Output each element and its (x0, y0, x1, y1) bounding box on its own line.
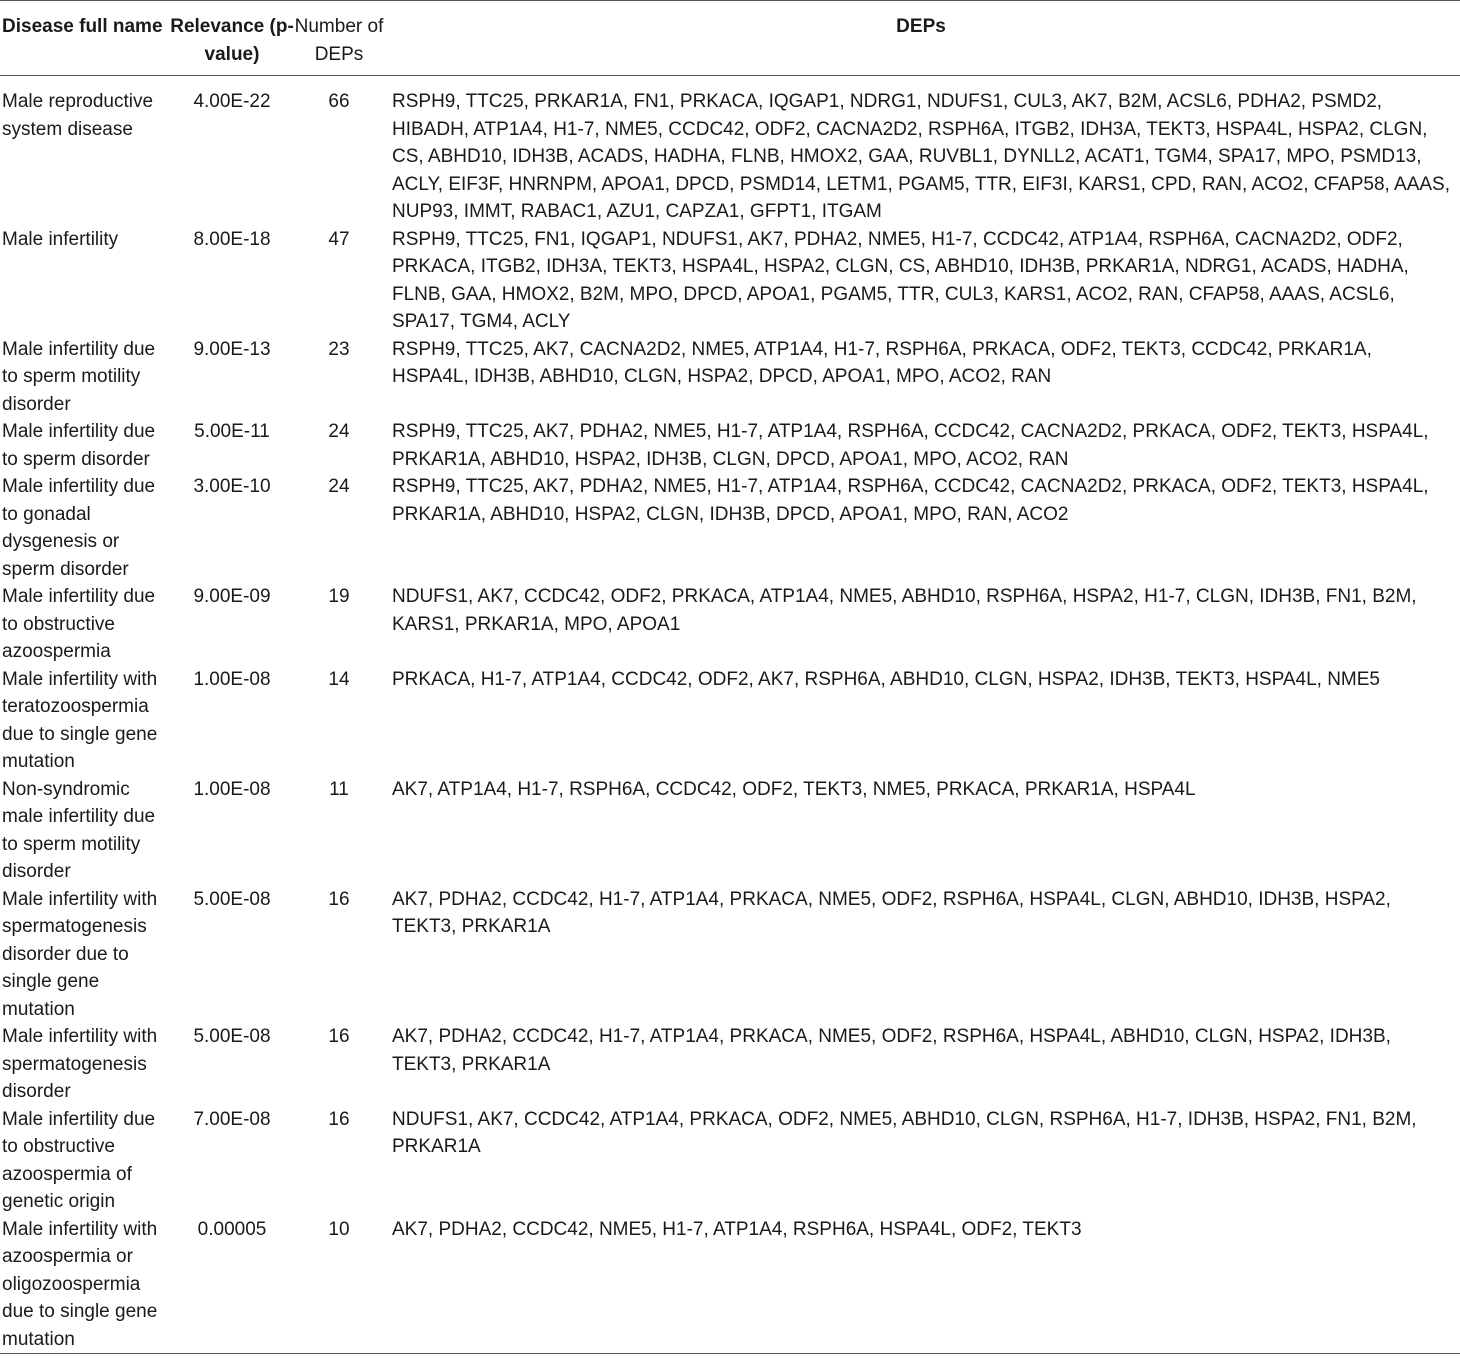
dep-list-cell: AK7, ATP1A4, H1-7, RSPH6A, CCDC42, ODF2, TEKT3, NME5, PRKACA, PRKAR1A, HSPA4L (392, 778, 1196, 800)
disease-name-cell: Male infertility due to sperm disorder (2, 421, 156, 470)
dep-count-cell: 16 (328, 888, 350, 910)
table-row (0, 776, 1460, 886)
dep-list-cell: RSPH9, TTC25, AK7, CACNA2D2, NME5, ATP1A4, H1-7, RSPH6A, PRKACA, ODF2, TEKT3, CCDC42, PRKAR1A, HSPA4L, IDH3B, ABHD10, CLGN, HSPA2, DPCD, APOA1, MPO, ACO2, RAN (392, 338, 1372, 387)
table-row (0, 1023, 1460, 1106)
table-row (0, 583, 1460, 666)
header-disease-full-name: Disease full name (2, 16, 163, 37)
table-row (0, 666, 1460, 776)
header-relevance: Relevance (p-value) (170, 16, 294, 65)
dep-count-cell: 16 (328, 1026, 350, 1047)
disease-name-cell: Male infertility with teratozoospermia due to single gene mutation (2, 668, 158, 772)
disease-name-cell: Male infertility due to gonadal dysgenesis or sperm disorder (2, 476, 156, 580)
p-value-cell: 8.00E-18 (193, 228, 271, 250)
p-value-cell: 9.00E-09 (193, 586, 271, 607)
table-row (0, 76, 1460, 226)
table-row (0, 886, 1460, 1024)
dep-list-cell: RSPH9, TTC25, AK7, PDHA2, NME5, H1-7, ATP1A4, RSPH6A, CCDC42, CACNA2D2, PRKACA, ODF2, TEKT3, HSPA4L, PRKAR1A, ABHD10, HSPA2, IDH3B, CLGN, DPCD, APOA1, MPO, ACO2, RAN (392, 421, 1429, 470)
table-row (0, 1216, 1460, 1354)
dep-count-cell: 16 (328, 1108, 350, 1130)
table-row (0, 418, 1460, 473)
p-value-cell: 5.00E-11 (194, 421, 270, 442)
disease-name-cell: Male infertility with spermatogenesis disorder (2, 1026, 158, 1102)
header-row (0, 1, 1460, 76)
disease-name-cell: Male infertility due to obstructive azoospermia of genetic origin (2, 1108, 156, 1212)
disease-name-cell: Male infertility (2, 228, 119, 250)
dep-count-cell: 11 (329, 778, 349, 800)
table-row (0, 473, 1460, 583)
p-value-cell: 4.00E-22 (193, 91, 271, 112)
dep-list-cell: RSPH9, TTC25, AK7, PDHA2, NME5, H1-7, ATP1A4, RSPH6A, CCDC42, CACNA2D2, PRKACA, ODF2, TEKT3, HSPA4L, PRKAR1A, ABHD10, HSPA2, CLGN, IDH3B, DPCD, APOA1, MPO, RAN, ACO2 (392, 476, 1429, 525)
dep-count-cell: 47 (328, 228, 350, 250)
dep-count-cell: 24 (328, 476, 350, 497)
dep-count-cell: 14 (328, 668, 350, 690)
dep-list-cell: RSPH9, TTC25, PRKAR1A, FN1, PRKACA, IQGAP1, NDRG1, NDUFS1, CUL3, AK7, B2M, ACSL6, PDHA2, PSMD2, HIBADH, ATP1A4, H1-7, NME5, CCDC42, ODF2, CACNA2D2, RSPH6A, ITGB2, IDH3A, TEKT3, HSPA4L, HSPA2, CLGN, CS, ABHD10, IDH3B, ACADS, HADHA, FLNB, HMOX2, GAA, RUVBL1, DYNLL2, ACAT1, TGM4, SPA17, MPO, PSMD13, ACLY, EIF3F, HNRNPM, APOA1, DPCD, PSMD14, LETM1, PGAM5, TTR, EIF3I, KARS1, CPD, RAN, ACO2, CFAP58, AAAS, NUP93, IMMT, RABAC1, AZU1, CAPZA1, GFPT1, ITGAM (392, 91, 1450, 222)
table-row (0, 336, 1460, 419)
dep-count-cell: 10 (328, 1218, 350, 1240)
p-value-cell: 1.00E-08 (193, 668, 271, 690)
disease-name-cell: Male infertility with azoospermia or oligozoospermia due to single gene mutation (2, 1218, 158, 1350)
p-value-cell: 3.00E-10 (193, 476, 271, 497)
dep-count-cell: 66 (328, 91, 350, 112)
dep-list-cell: RSPH9, TTC25, FN1, IQGAP1, NDUFS1, AK7, PDHA2, NME5, H1-7, CCDC42, ATP1A4, RSPH6A, CACNA2D2, ODF2, PRKACA, ITGB2, IDH3A, TEKT3, HSPA4L, HSPA2, CLGN, CS, ABHD10, IDH3B, PRKAR1A, NDRG1, ACADS, HADHA, FLNB, GAA, HMOX2, B2M, MPO, DPCD, APOA1, PGAM5, TTR, CUL3, KARS1, ACO2, RAN, CFAP58, AAAS, ACSL6, SPA17, TGM4, ACLY (392, 228, 1409, 332)
p-value-cell: 5.00E-08 (193, 1026, 271, 1047)
disease-name-cell: Male infertility due to sperm motility disorder (2, 338, 156, 415)
table-body (0, 76, 1460, 1354)
dep-list-cell: AK7, PDHA2, CCDC42, H1-7, ATP1A4, PRKACA, NME5, ODF2, RSPH6A, HSPA4L, ABHD10, CLGN, HSPA2, IDH3B, TEKT3, PRKAR1A (392, 1026, 1391, 1075)
dep-list-cell: NDUFS1, AK7, CCDC42, ODF2, PRKACA, ATP1A4, NME5, ABHD10, RSPH6A, HSPA2, H1-7, CLGN, IDH3B, FN1, B2M, KARS1, PRKAR1A, MPO, APOA1 (392, 586, 1417, 635)
dep-count-cell: 19 (328, 586, 350, 607)
p-value-cell: 1.00E-08 (193, 778, 271, 800)
p-value-cell: 7.00E-08 (193, 1108, 271, 1130)
table-row (0, 226, 1460, 336)
dep-count-cell: 23 (328, 338, 350, 360)
disease-name-cell: Male infertility with spermatogenesis disorder due to single gene mutation (2, 888, 158, 1020)
header-deps: DEPs (896, 16, 946, 37)
dep-list-cell: AK7, PDHA2, CCDC42, H1-7, ATP1A4, PRKACA, NME5, ODF2, RSPH6A, HSPA4L, CLGN, ABHD10, IDH3B, HSPA2, TEKT3, PRKAR1A (392, 888, 1391, 937)
table-header (0, 1, 1460, 76)
dep-count-cell: 24 (328, 421, 350, 442)
dep-list-cell: NDUFS1, AK7, CCDC42, ATP1A4, PRKACA, ODF2, NME5, ABHD10, CLGN, RSPH6A, H1-7, IDH3B, HSPA2, FN1, B2M, PRKAR1A (392, 1108, 1417, 1157)
dep-list-cell: AK7, PDHA2, CCDC42, NME5, H1-7, ATP1A4, RSPH6A, HSPA4L, ODF2, TEKT3 (392, 1218, 1082, 1240)
p-value-cell: 9.00E-13 (193, 338, 271, 360)
dep-list-cell: PRKACA, H1-7, ATP1A4, CCDC42, ODF2, AK7, RSPH6A, ABHD10, CLGN, HSPA2, IDH3B, TEKT3, HSPA4L, NME5 (392, 668, 1380, 690)
p-value-cell: 5.00E-08 (193, 888, 271, 910)
disease-name-cell: Male infertility due to obstructive azoospermia (2, 586, 156, 662)
disease-name-cell: Male reproductive system disease (2, 91, 154, 140)
p-value-cell: 0.00005 (197, 1218, 267, 1240)
header-number-of-deps: Number of DEPs (294, 16, 384, 65)
disease-name-cell: Non-syndromic male infertility due to sperm motility disorder (2, 778, 156, 882)
table-row (0, 1106, 1460, 1216)
